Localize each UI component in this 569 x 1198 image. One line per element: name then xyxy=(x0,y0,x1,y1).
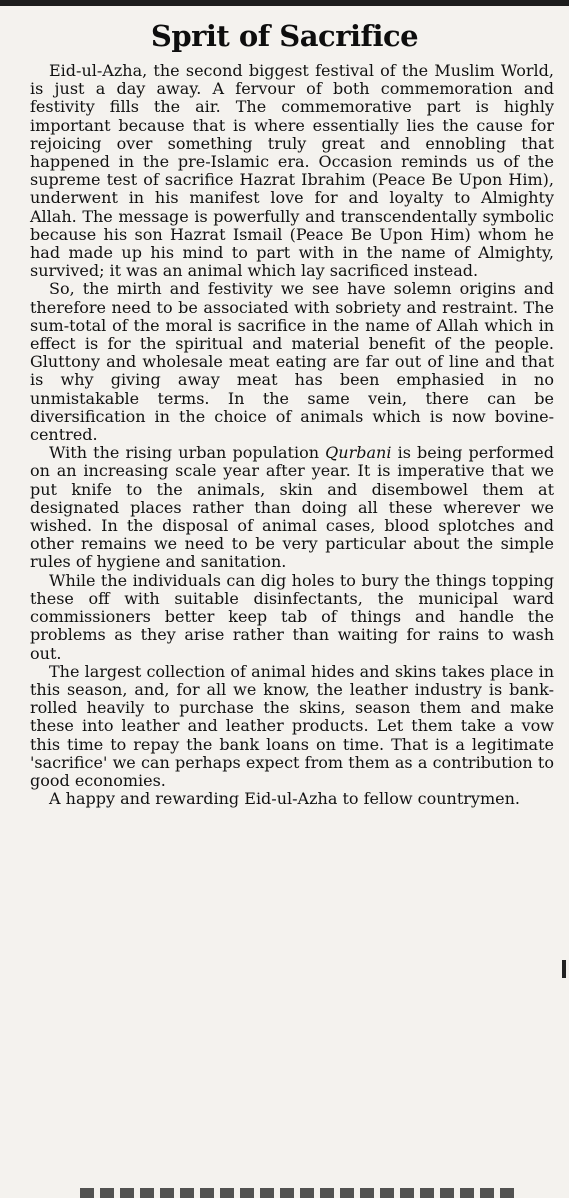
article-body xyxy=(30,62,554,808)
next-headline-fragment xyxy=(80,1188,520,1198)
paragraph-2 xyxy=(30,280,554,444)
paragraph-6 xyxy=(30,790,554,808)
paragraph-5 xyxy=(30,663,554,790)
headline: Sprit of Sacrifice xyxy=(150,19,419,53)
paragraph-2-text: So, the mirth and festivity we see have solemn origins and therefore need to be associated with sobriety and restraint. The sum-total of the moral is sacrifice in the name of Allah which in effect is for the spiritual and material benefit of the people. Gluttony and wholesale meat eating are far out of line and that is why giving away meat has been emphasied in no unmistakable terms. In the same vein, there can be diversification in the choice of animals which is now bovine-centred. xyxy=(30,279,554,445)
paragraph-4 xyxy=(30,572,554,663)
paragraph-3-text-b: is being performed on an increasing scale year after year. It is imperative that we put knife to the animals, skin and disembowel them at designated places rather than doing all these wherever we wished. In the disposal of animal cases, blood splotches and other remains we need to be very particular about the simple rules of hygiene and sanitation. xyxy=(30,443,555,572)
paragraph-3-text-a: With the rising urban population xyxy=(49,443,326,463)
paragraph-1 xyxy=(30,62,554,280)
paragraph-1-text: Eid-ul-Azha, the second biggest festival of the Muslim World, is just a day away. A fervour of both commemoration and festivity fills the air. The commemorative part is highly important because that is where essentially lies the cause for rejoicing over something truly great and ennobling that happened in the pre-Islamic era. Occasion reminds us of the supreme test of sacrifice Hazrat Ibrahim (Peace Be Upon Him), underwent in his manifest love for and loyalty to Almighty Allah. The message is powerfully and transcendentally symbolic because his son Hazrat Ismail (Peace Be Upon Him) whom he had made up his mind to part with in the name of Almighty, survived; it was an animal which lay sacrificed instead. xyxy=(30,61,554,281)
paragraph-3 xyxy=(30,444,554,571)
paragraph-6-text: A happy and rewarding Eid-ul-Azha to fellow countrymen. xyxy=(49,789,520,809)
qurbani-italic: Qurbani xyxy=(325,443,392,463)
margin-mark xyxy=(562,960,566,978)
paragraph-4-text: While the individuals can dig holes to bury the things topping these off with suitable disinfectants, the municipal ward commissioners better keep tab of things and handle the problems as they arise rather than waiting for rains to wash out. xyxy=(30,570,554,663)
top-rule xyxy=(0,0,569,6)
paragraph-5-text: The largest collection of animal hides and skins takes place in this season, and, for all we know, the leather industry is bank-rolled heavily to purchase the skins, season them and make these into leather and leather products. Let them take a vow this time to repay the bank loans on time. That is a legitimate 'sacrifice' we can perhaps expect from them as a contribution to good economies. xyxy=(30,661,554,790)
